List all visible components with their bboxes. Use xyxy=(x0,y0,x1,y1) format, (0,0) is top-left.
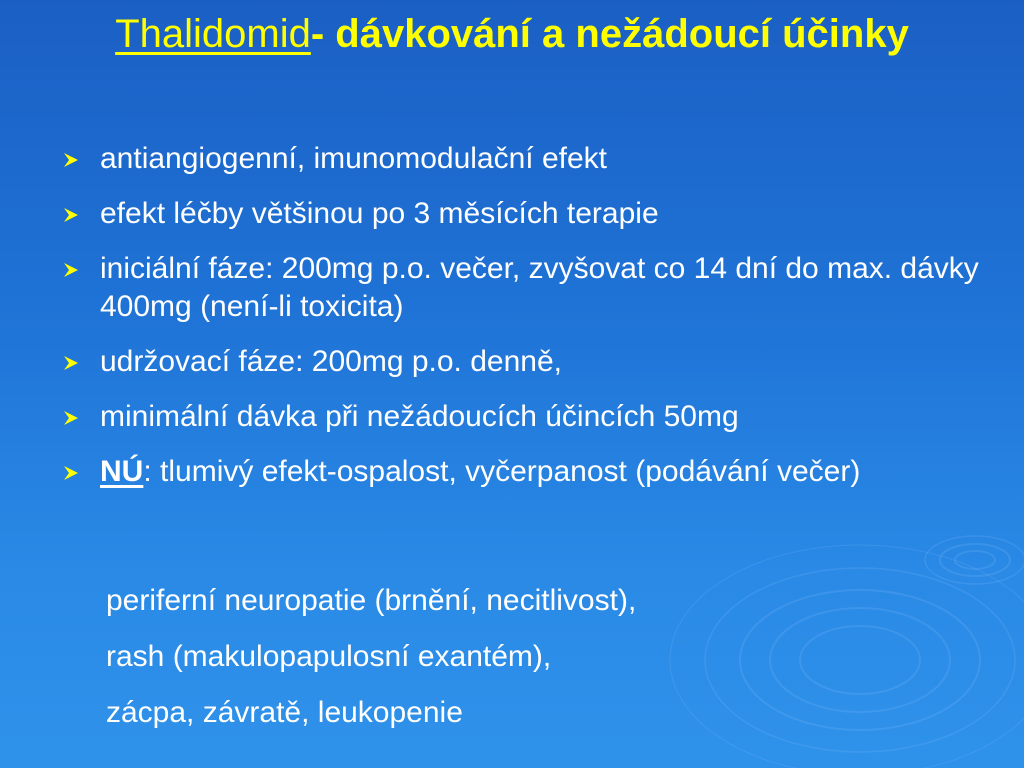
nu-label: NÚ xyxy=(100,455,144,488)
indented-line: rash (makulopapulosní exantém), xyxy=(106,640,552,673)
indented-line: periferní neuropatie (brnění, necitlivost), xyxy=(106,584,637,617)
bullet-item xyxy=(62,343,1002,381)
bullet-list xyxy=(62,140,1002,508)
arrowhead-bullet-icon xyxy=(62,207,84,223)
bullet-item xyxy=(62,195,1002,233)
title-underlined: Thalidomid xyxy=(115,12,311,56)
bullet-item xyxy=(62,140,1002,178)
indented-line: zácpa, závratě, leukopenie xyxy=(106,696,463,729)
arrowhead-bullet-icon xyxy=(62,410,84,426)
arrowhead-bullet-icon xyxy=(62,465,84,481)
bullet-text: udržovací fáze: 200mg p.o. denně, xyxy=(100,345,562,378)
arrowhead-bullet-icon xyxy=(62,152,84,168)
bullet-text: efekt léčby většinou po 3 měsících terapie xyxy=(100,197,659,230)
bullet-text: minimální dávka při nežádoucích účincích 50mg xyxy=(100,400,739,433)
bullet-text: antiangiogenní, imunomodulační efekt xyxy=(100,142,608,175)
nu-text: : tlumivý efekt-ospalost, vyčerpanost (podávání večer) xyxy=(143,455,861,488)
arrowhead-bullet-icon xyxy=(62,355,84,371)
bullet-item xyxy=(62,250,1002,326)
slide-title xyxy=(40,10,984,58)
bullet-item xyxy=(62,398,1002,436)
bullet-item-nu xyxy=(62,453,1002,491)
arrowhead-bullet-icon xyxy=(62,262,84,278)
bullet-text: iniciální fáze: 200mg p.o. večer, zvyšovat co 14 dní do max. dávky 400mg (není-li toxicita) xyxy=(100,252,979,323)
title-rest: - dávkování a nežádoucí účinky xyxy=(310,12,909,56)
